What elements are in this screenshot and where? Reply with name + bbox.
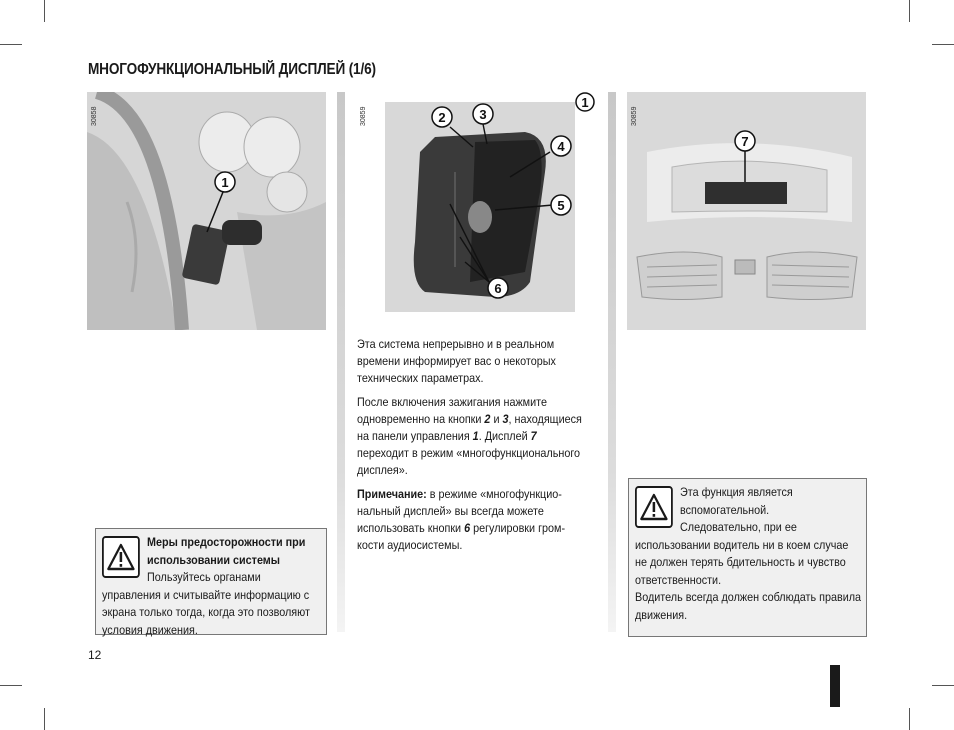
warning-body: Пользуйтесь органами управления и считывайте информацию с экрана только тогда, когда это позволяют условия движения.	[102, 570, 310, 637]
crop-mark	[932, 685, 954, 686]
paragraph-intro: Эта система непрерывно и в реальном времени информирует вас о некоторых технических параметрах.	[357, 337, 556, 385]
figure-code: 30859	[360, 106, 367, 126]
warning-body-2: Следовательно, при ее использовании водитель ни в коем случае не должен терять бдительность и чувство ответственности.	[635, 520, 849, 587]
page-number: 12	[88, 648, 102, 662]
figure-code: 30859	[631, 106, 638, 126]
crop-mark	[44, 708, 45, 730]
figure-code: 30858	[91, 106, 98, 126]
warning-triangle-icon	[102, 536, 140, 578]
callout-6: 6	[494, 281, 502, 296]
middle-text	[357, 336, 589, 561]
crop-mark	[909, 0, 910, 22]
crop-mark	[909, 708, 910, 730]
dashboard-display-illustration	[627, 92, 866, 330]
callout-2: 2	[438, 110, 446, 125]
warning-triangle-icon	[635, 486, 673, 528]
warning-heading: Меры предосторожности при использовании системы	[147, 535, 306, 567]
crop-mark	[0, 44, 22, 45]
column-bar	[608, 92, 616, 632]
warning-body-3: Водитель всегда должен соблюдать правила движения.	[635, 590, 862, 622]
steering-control-illustration	[87, 92, 326, 330]
control-panel-illustration	[355, 92, 595, 330]
callout-3: 3	[479, 107, 487, 122]
column-bar	[337, 92, 345, 632]
crop-mark	[0, 685, 22, 686]
section-tab-marker	[830, 665, 840, 707]
callout-1: 1	[221, 175, 229, 190]
paragraph-note: Примечание: в режиме «многофункцио-нальный дисплей» вы всегда можете использовать кнопки 6 регулировки гром-кости аудиосистемы.	[357, 487, 566, 552]
warning-box-left	[95, 528, 327, 635]
callout-5: 5	[557, 198, 565, 213]
crop-mark	[44, 0, 45, 22]
page-title: МНОГОФУНКЦИОНАЛЬНЫЙ ДИСПЛЕЙ (1/6)	[88, 61, 376, 78]
warning-box-right	[628, 478, 867, 637]
callout-4: 4	[557, 139, 565, 154]
callout-1: 1	[581, 95, 589, 110]
figure-steering-control	[87, 92, 326, 330]
figure-dashboard-display	[627, 92, 866, 330]
crop-mark	[932, 44, 954, 45]
figure-control-panel	[355, 92, 595, 330]
warning-body-1: Эта функция является вспомогательной.	[680, 485, 793, 517]
callout-7: 7	[741, 134, 749, 149]
paragraph-instructions: После включения зажигания нажмите одновременно на кнопки 2 и 3, находящиеся на панели управления 1. Дисплей 7 переходит в режим «многофункционального дисплея».	[357, 395, 582, 477]
